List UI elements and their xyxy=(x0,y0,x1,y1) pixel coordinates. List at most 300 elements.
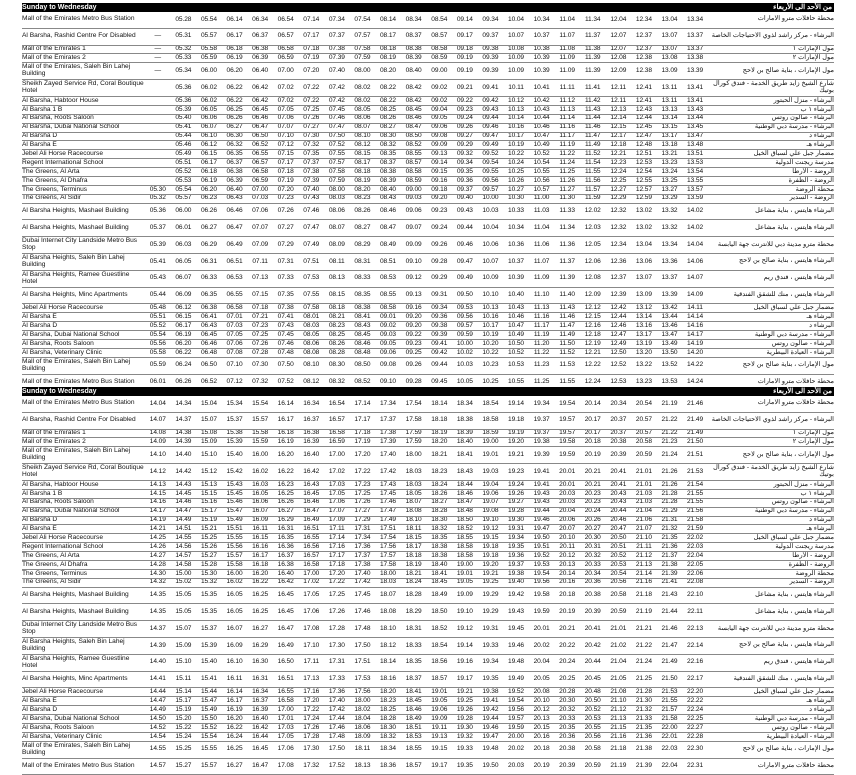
departure-time: 21.04 xyxy=(606,654,632,671)
departure-time: 16.25 xyxy=(247,604,273,621)
departure-time: 17.05 xyxy=(273,732,299,741)
departure-time: 19.41 xyxy=(529,464,555,481)
departure-time: 16.59 xyxy=(324,438,350,447)
departure-time: 05.51 xyxy=(171,159,197,168)
departure-time: 06.49 xyxy=(222,237,248,254)
departure-time: 08.57 xyxy=(401,159,427,168)
departure-time: 15.57 xyxy=(222,552,248,561)
departure-time: 10.38 xyxy=(529,45,555,54)
departure-time: 21.08 xyxy=(606,688,632,697)
departure-time: 13.24 xyxy=(657,168,683,177)
departure-time: 17.30 xyxy=(324,638,350,655)
departure-time: 06.47 xyxy=(247,123,273,132)
departure-time: 14.46 xyxy=(171,498,197,507)
stop-name-arabic: مول الإمارات ٢ xyxy=(708,54,834,63)
departure-time: 06.59 xyxy=(247,176,273,185)
departure-time: 15.26 xyxy=(196,543,222,552)
departure-time: 12.07 xyxy=(606,28,632,45)
departure-time: 16.20 xyxy=(247,569,273,578)
departure-time: 19.24 xyxy=(503,480,529,489)
departure-time: 07.31 xyxy=(273,254,299,271)
departure-time: 13.15 xyxy=(657,123,683,132)
departure-time: 15.54 xyxy=(196,732,222,741)
departure-time: 14.54 xyxy=(145,732,171,741)
departure-time: 14.22 xyxy=(682,357,708,374)
departure-time: 15.38 xyxy=(222,429,248,438)
departure-time: 08.07 xyxy=(324,220,350,237)
departure-time: 21.19 xyxy=(606,758,632,775)
departure-time: 08.07 xyxy=(350,123,376,132)
departure-time: 21.36 xyxy=(657,543,683,552)
table-row xyxy=(22,741,834,758)
departure-time: 11.16 xyxy=(529,313,555,322)
departure-time: 19.10 xyxy=(478,516,504,525)
departure-time: 21.19 xyxy=(657,396,683,412)
departure-time: 19.31 xyxy=(503,525,529,534)
departure-time: 15.08 xyxy=(196,429,222,438)
departure-time: 18.17 xyxy=(401,543,427,552)
departure-time: 09.36 xyxy=(426,313,452,322)
departure-time: 10.20 xyxy=(478,340,504,349)
departure-time: 14.11 xyxy=(682,304,708,313)
departure-time: 17.18 xyxy=(350,429,376,438)
departure-time: 13.55 xyxy=(682,176,708,185)
departure-time: 10.53 xyxy=(503,357,529,374)
departure-time: 10.24 xyxy=(503,159,529,168)
departure-time: 16.19 xyxy=(273,438,299,447)
departure-time: 08.22 xyxy=(375,96,401,105)
departure-time: 07.58 xyxy=(298,304,324,313)
departure-time: 10.10 xyxy=(478,287,504,304)
departure-time: 17.20 xyxy=(324,569,350,578)
departure-time: 15.30 xyxy=(196,569,222,578)
departure-time: 06.12 xyxy=(196,141,222,150)
departure-time: 05.46 xyxy=(171,141,197,150)
stop-name: The Greens, Al Dhafra xyxy=(22,176,145,185)
stop-name: Al Barsha, Veterinary Clinic xyxy=(22,348,145,357)
departure-time: 09.09 xyxy=(426,141,452,150)
departure-time: 22.22 xyxy=(682,697,708,706)
departure-time: 14.56 xyxy=(171,543,197,552)
departure-time: 19.47 xyxy=(529,525,555,534)
departure-time: 06.59 xyxy=(273,54,299,63)
departure-time: 21.28 xyxy=(631,688,657,697)
departure-time: 20.50 xyxy=(580,697,606,706)
departure-time: 07.53 xyxy=(298,270,324,287)
departure-time: 06.55 xyxy=(247,150,273,159)
departure-time: 15.16 xyxy=(196,498,222,507)
departure-time: 19.33 xyxy=(452,741,478,758)
departure-time: 06.19 xyxy=(222,54,248,63)
departure-time: 18.03 xyxy=(401,480,427,489)
table-row xyxy=(22,516,834,525)
departure-time: 20.38 xyxy=(554,741,580,758)
departure-time: 18.34 xyxy=(375,741,401,758)
departure-time: 09.28 xyxy=(401,374,427,391)
departure-time: 11.24 xyxy=(554,159,580,168)
departure-time: 22.13 xyxy=(682,621,708,638)
departure-time: 16.56 xyxy=(298,543,324,552)
table-row xyxy=(22,412,834,429)
departure-time: 07.58 xyxy=(324,168,350,177)
departure-time: 13.09 xyxy=(631,287,657,304)
departure-time: 12.38 xyxy=(631,54,657,63)
stop-name-arabic: محطة حافلات مترو الامارات xyxy=(708,12,834,28)
departure-time: 06.07 xyxy=(171,270,197,287)
departure-time: 05.39 xyxy=(145,237,171,254)
departure-time: 20.53 xyxy=(580,715,606,724)
departure-time: 21.25 xyxy=(631,671,657,688)
departure-time: 15.07 xyxy=(196,412,222,429)
departure-time: 17.02 xyxy=(298,578,324,587)
departure-time: 19.01 xyxy=(452,569,478,578)
departure-time: 09.50 xyxy=(452,287,478,304)
table-row xyxy=(22,150,834,159)
departure-time: 06.48 xyxy=(196,348,222,357)
departure-time: 08.46 xyxy=(375,203,401,220)
departure-time: 09.16 xyxy=(401,304,427,313)
departure-time xyxy=(145,114,171,123)
departure-time: 06.42 xyxy=(247,80,273,97)
departure-time: 13.38 xyxy=(682,54,708,63)
departure-time: 09.52 xyxy=(478,150,504,159)
stop-name-arabic: شارع الشيخ زايد طريق الخدمة - فندق كورال بوتيك xyxy=(708,80,834,97)
departure-time: 08.39 xyxy=(401,54,427,63)
departure-time: 08.21 xyxy=(324,313,350,322)
departure-time: 12.45 xyxy=(631,123,657,132)
departure-time: 19.31 xyxy=(478,621,504,638)
departure-time: 20.08 xyxy=(529,688,555,697)
departure-time: 18.38 xyxy=(452,412,478,429)
departure-time: 19.01 xyxy=(426,688,452,697)
departure-time: 17.16 xyxy=(298,688,324,697)
departure-time: 06.40 xyxy=(222,185,248,194)
departure-time: 16.57 xyxy=(298,552,324,561)
table-row xyxy=(22,587,834,604)
departure-time: 09.31 xyxy=(426,287,452,304)
departure-time: 08.11 xyxy=(324,254,350,271)
departure-time: 16.10 xyxy=(222,654,248,671)
departure-time: 19.37 xyxy=(503,560,529,569)
departure-time: 07.11 xyxy=(247,254,273,271)
departure-time: 17.24 xyxy=(298,715,324,724)
departure-time: 11.22 xyxy=(554,150,580,159)
departure-time: 18.49 xyxy=(426,587,452,604)
departure-time: 14.43 xyxy=(171,480,197,489)
table-row xyxy=(22,287,834,304)
departure-time: 11.17 xyxy=(529,322,555,331)
stop-name-arabic: البرشاء هـ xyxy=(708,525,834,534)
departure-time: 10.09 xyxy=(503,63,529,80)
departure-time: 13.54 xyxy=(682,168,708,177)
departure-time: 17.18 xyxy=(324,560,350,569)
departure-time: 19.04 xyxy=(478,480,504,489)
departure-time: 13.23 xyxy=(631,374,657,391)
departure-time: 17.56 xyxy=(375,543,401,552)
stop-name: Al Barsha Heights, Saleh Bin Lahej Building xyxy=(22,638,145,655)
stop-name-arabic: محطة الروضة xyxy=(708,185,834,194)
stop-name: Mall of the Emirates Metro Bus Station xyxy=(22,12,145,28)
departure-time xyxy=(145,105,171,114)
departure-time: 11.34 xyxy=(580,12,606,28)
departure-time: 19.19 xyxy=(503,429,529,438)
departure-time: 11.49 xyxy=(580,141,606,150)
departure-time: 05.59 xyxy=(196,54,222,63)
departure-time: 06.09 xyxy=(171,287,197,304)
departure-time: 21.10 xyxy=(606,697,632,706)
departure-time: 20.19 xyxy=(529,758,555,775)
departure-time: 09.23 xyxy=(452,105,478,114)
departure-time: 07.20 xyxy=(273,185,299,194)
departure-time: 07.46 xyxy=(273,340,299,349)
departure-time: 07.13 xyxy=(247,270,273,287)
departure-time: 15.43 xyxy=(222,480,248,489)
departure-time: 14.57 xyxy=(145,758,171,775)
departure-time: 20.36 xyxy=(580,578,606,587)
departure-time: 19.40 xyxy=(503,578,529,587)
departure-time: 14.16 xyxy=(682,322,708,331)
departure-time: 10.43 xyxy=(503,304,529,313)
departure-time: 19.29 xyxy=(478,587,504,604)
departure-time: 18.37 xyxy=(401,671,427,688)
departure-time: 07.21 xyxy=(247,313,273,322)
departure-time: 19.17 xyxy=(426,758,452,775)
departure-time: 16.09 xyxy=(247,516,273,525)
departure-time: 20.10 xyxy=(529,697,555,706)
departure-time: 16.24 xyxy=(222,732,248,741)
departure-time: 14.41 xyxy=(145,671,171,688)
departure-time: 15.09 xyxy=(171,638,197,655)
departure-time: 10.34 xyxy=(529,12,555,28)
departure-time: 20.38 xyxy=(580,587,606,604)
departure-time: 14.13 xyxy=(145,480,171,489)
departure-time: 10.47 xyxy=(529,132,555,141)
departure-time: 11.49 xyxy=(554,331,580,340)
departure-time: 06.52 xyxy=(247,141,273,150)
departure-time: 13.41 xyxy=(682,80,708,97)
departure-time: 17.26 xyxy=(350,498,376,507)
departure-time: 10.14 xyxy=(503,114,529,123)
departure-time: 16.14 xyxy=(222,688,248,697)
departure-time: 12.52 xyxy=(606,357,632,374)
departure-time: 08.18 xyxy=(375,45,401,54)
departure-time: 08.26 xyxy=(324,340,350,349)
table-row xyxy=(22,45,834,54)
departure-time: 21.54 xyxy=(682,480,708,489)
departure-time: 12.05 xyxy=(580,237,606,254)
departure-time: 11.13 xyxy=(554,105,580,114)
departure-time: 15.40 xyxy=(196,654,222,671)
stop-name-arabic: البرشاء - صالون روتس xyxy=(708,498,834,507)
departure-time: 21.44 xyxy=(657,604,683,621)
departure-time: 09.29 xyxy=(452,141,478,150)
departure-time: 11.30 xyxy=(554,194,580,203)
departure-time: 18.00 xyxy=(375,569,401,578)
departure-time: 09.21 xyxy=(452,80,478,97)
departure-time: 06.34 xyxy=(247,12,273,28)
departure-time: 15.50 xyxy=(196,715,222,724)
departure-time: 19.09 xyxy=(426,715,452,724)
stop-name-arabic: الروضة - الظفرة xyxy=(708,176,834,185)
departure-time: 10.07 xyxy=(503,28,529,45)
departure-time: 13.21 xyxy=(657,150,683,159)
departure-time: 19.23 xyxy=(503,464,529,481)
departure-time: 14.09 xyxy=(682,287,708,304)
stop-name: Jebel Ali Horse Racecourse xyxy=(22,150,145,159)
departure-time: 05.57 xyxy=(196,28,222,45)
stop-name: Jebel Ali Horse Racecourse xyxy=(22,304,145,313)
departure-time: 10.46 xyxy=(503,313,529,322)
departure-time: 19.59 xyxy=(529,604,555,621)
table-row xyxy=(22,340,834,349)
departure-time: 18.29 xyxy=(401,604,427,621)
departure-time: 09.06 xyxy=(375,348,401,357)
departure-time: 09.03 xyxy=(375,331,401,340)
departure-time: 09.24 xyxy=(426,220,452,237)
departure-time: 18.32 xyxy=(426,525,452,534)
stop-name: Al Barsha D xyxy=(22,516,145,525)
departure-time: 19.00 xyxy=(452,560,478,569)
departure-time: 20.52 xyxy=(580,706,606,715)
departure-time: 21.55 xyxy=(657,697,683,706)
departure-time: 07.46 xyxy=(324,114,350,123)
departure-time: 13.37 xyxy=(657,270,683,287)
departure-time: 11.19 xyxy=(554,141,580,150)
table-row xyxy=(22,185,834,194)
departure-time: 17.05 xyxy=(324,489,350,498)
departure-time: 13.34 xyxy=(682,12,708,28)
departure-time: 10.43 xyxy=(529,105,555,114)
departure-time: 08.38 xyxy=(375,168,401,177)
departure-time: 19.59 xyxy=(503,724,529,733)
departure-time: 06.46 xyxy=(247,114,273,123)
departure-time: 21.01 xyxy=(631,480,657,489)
departure-time: 12.11 xyxy=(606,96,632,105)
departure-time: 10.49 xyxy=(529,141,555,150)
departure-time: 15.07 xyxy=(171,621,197,638)
departure-time: 10.09 xyxy=(503,54,529,63)
departure-time: 19.03 xyxy=(478,464,504,481)
departure-time: 05.34 xyxy=(171,63,197,80)
departure-time: 06.54 xyxy=(273,12,299,28)
table-row xyxy=(22,12,834,28)
stop-name: Mall of the Emirates 1 xyxy=(22,429,145,438)
departure-time: 21.46 xyxy=(682,396,708,412)
departure-time: 20.39 xyxy=(554,758,580,775)
departure-time: 09.39 xyxy=(478,63,504,80)
stop-name: Al Barsha Heights, Minc Apartments xyxy=(22,671,145,688)
table-row xyxy=(22,724,834,733)
stop-name-arabic: مضمار جبل علي لسباق الخيل xyxy=(708,688,834,697)
stop-name-arabic: مضمار جبل علي لسباق الخيل xyxy=(708,150,834,159)
departure-time: 06.37 xyxy=(222,159,248,168)
departure-time: 05.52 xyxy=(145,322,171,331)
departure-time: 18.50 xyxy=(452,516,478,525)
departure-time: 08.06 xyxy=(324,203,350,220)
stop-name-arabic: البرشاء هايتس ، منك للشقق الفندقية xyxy=(708,671,834,688)
departure-time: 12.41 xyxy=(631,80,657,97)
departure-time: 19.48 xyxy=(503,654,529,671)
departure-time: 21.57 xyxy=(657,706,683,715)
departure-time: 05.41 xyxy=(171,123,197,132)
departure-time: 07.26 xyxy=(273,203,299,220)
stop-name-arabic: مول الإمارات ٢ xyxy=(708,438,834,447)
departure-time: 12.42 xyxy=(606,304,632,313)
departure-time: 11.59 xyxy=(580,194,606,203)
table-row xyxy=(22,203,834,220)
departure-time: 20.23 xyxy=(580,498,606,507)
departure-time: 10.47 xyxy=(503,322,529,331)
departure-time: 21.50 xyxy=(682,438,708,447)
departure-time: 12.15 xyxy=(606,123,632,132)
departure-time: 10.04 xyxy=(478,220,504,237)
departure-time: 09.05 xyxy=(375,340,401,349)
departure-time: 17.29 xyxy=(350,516,376,525)
departure-time: 16.58 xyxy=(324,429,350,438)
departure-time: 13.18 xyxy=(657,141,683,150)
departure-time: 18.55 xyxy=(452,534,478,543)
departure-time: 20.53 xyxy=(606,560,632,569)
table-row xyxy=(22,322,834,331)
departure-time: 09.54 xyxy=(478,159,504,168)
departure-time: 08.50 xyxy=(401,132,427,141)
departure-time: 08.45 xyxy=(401,105,427,114)
stop-name: Al Barsha, Veterinary Clinic xyxy=(22,732,145,741)
departure-time: 06.25 xyxy=(222,105,248,114)
departure-time: 09.55 xyxy=(478,168,504,177)
departure-time: 17.36 xyxy=(324,688,350,697)
table-row xyxy=(22,480,834,489)
departure-time: 10.49 xyxy=(503,331,529,340)
departure-time: 07.14 xyxy=(298,12,324,28)
departure-time: 19.26 xyxy=(452,706,478,715)
departure-time: 10.16 xyxy=(503,123,529,132)
departure-time: 13.22 xyxy=(631,357,657,374)
departure-time: 12.51 xyxy=(631,150,657,159)
departure-time: 12.47 xyxy=(606,331,632,340)
departure-time: 17.40 xyxy=(324,697,350,706)
departure-time: 09.34 xyxy=(426,304,452,313)
departure-time: 21.41 xyxy=(657,578,683,587)
departure-time: 21.49 xyxy=(657,654,683,671)
departure-time: 20.32 xyxy=(580,552,606,561)
departure-time: 06.58 xyxy=(222,304,248,313)
departure-time: 08.47 xyxy=(401,123,427,132)
departure-time: 20.41 xyxy=(606,464,632,481)
table-row xyxy=(22,671,834,688)
departure-time: 18.38 xyxy=(426,543,452,552)
departure-time: 17.06 xyxy=(273,741,299,758)
section-header xyxy=(22,3,834,12)
departure-time: 21.10 xyxy=(631,534,657,543)
departure-time: 09.10 xyxy=(401,254,427,271)
departure-time: 17.43 xyxy=(375,480,401,489)
departure-time: 11.39 xyxy=(580,54,606,63)
departure-time: 20.15 xyxy=(529,724,555,733)
departure-time: 17.51 xyxy=(375,525,401,534)
departure-time: 19.58 xyxy=(554,438,580,447)
departure-time: 17.54 xyxy=(401,396,427,412)
departure-time: 07.43 xyxy=(298,194,324,203)
stop-name-arabic: مول الإمارات ١ xyxy=(708,429,834,438)
departure-time: 11.17 xyxy=(554,132,580,141)
stop-name: Jebel Ali Horse Racecourse xyxy=(22,534,145,543)
departure-time: 20.00 xyxy=(503,732,529,741)
departure-time: 07.40 xyxy=(324,63,350,80)
departure-time: 08.31 xyxy=(350,254,376,271)
departure-time: 20.39 xyxy=(580,604,606,621)
departure-time: 20.02 xyxy=(529,638,555,655)
